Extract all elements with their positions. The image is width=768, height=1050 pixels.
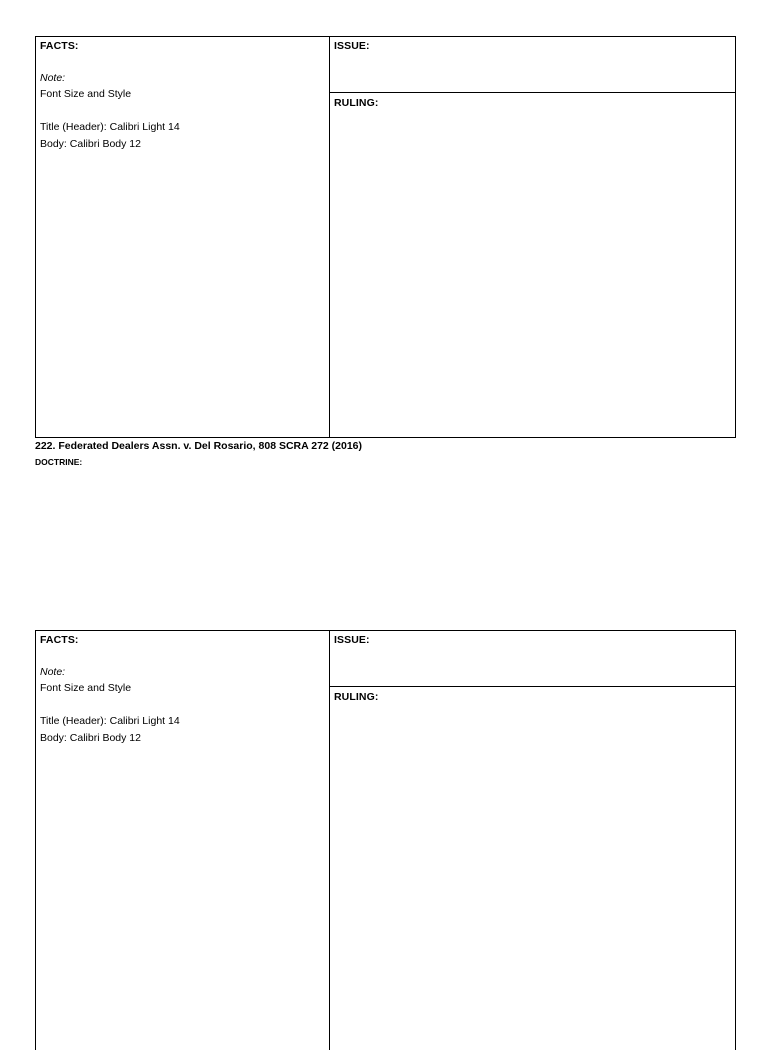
facts-label: FACTS: xyxy=(40,40,79,52)
facts-label: FACTS: xyxy=(40,634,79,646)
facts-cell xyxy=(36,37,330,437)
font-size-style-line: Font Size and Style xyxy=(40,682,132,694)
issue-label: ISSUE: xyxy=(334,40,370,52)
facts-cell xyxy=(36,631,330,1050)
issue-cell xyxy=(330,37,735,93)
font-size-style-line: Font Size and Style xyxy=(40,88,132,100)
body-font-line: Body: Calibri Body 12 xyxy=(40,732,141,744)
case-table-2 xyxy=(35,630,736,1050)
ruling-cell xyxy=(330,93,735,437)
case-table-1 xyxy=(35,36,736,438)
ruling-cell xyxy=(330,687,735,1050)
title-header-line: Title (Header): Calibri Light 14 xyxy=(40,715,180,727)
case-heading: 222. Federated Dealers Assn. v. Del Rosario, 808 SCRA 272 (2016) xyxy=(35,440,363,452)
note-label: Note: xyxy=(40,72,66,84)
note-label: Note: xyxy=(40,666,66,678)
ruling-label: RULING: xyxy=(334,97,379,109)
doctrine-label: DOCTRINE: xyxy=(35,457,83,467)
ruling-label: RULING: xyxy=(334,691,379,703)
issue-label: ISSUE: xyxy=(334,634,370,646)
body-font-line: Body: Calibri Body 12 xyxy=(40,138,141,150)
title-header-line: Title (Header): Calibri Light 14 xyxy=(40,121,180,133)
issue-cell xyxy=(330,631,735,687)
